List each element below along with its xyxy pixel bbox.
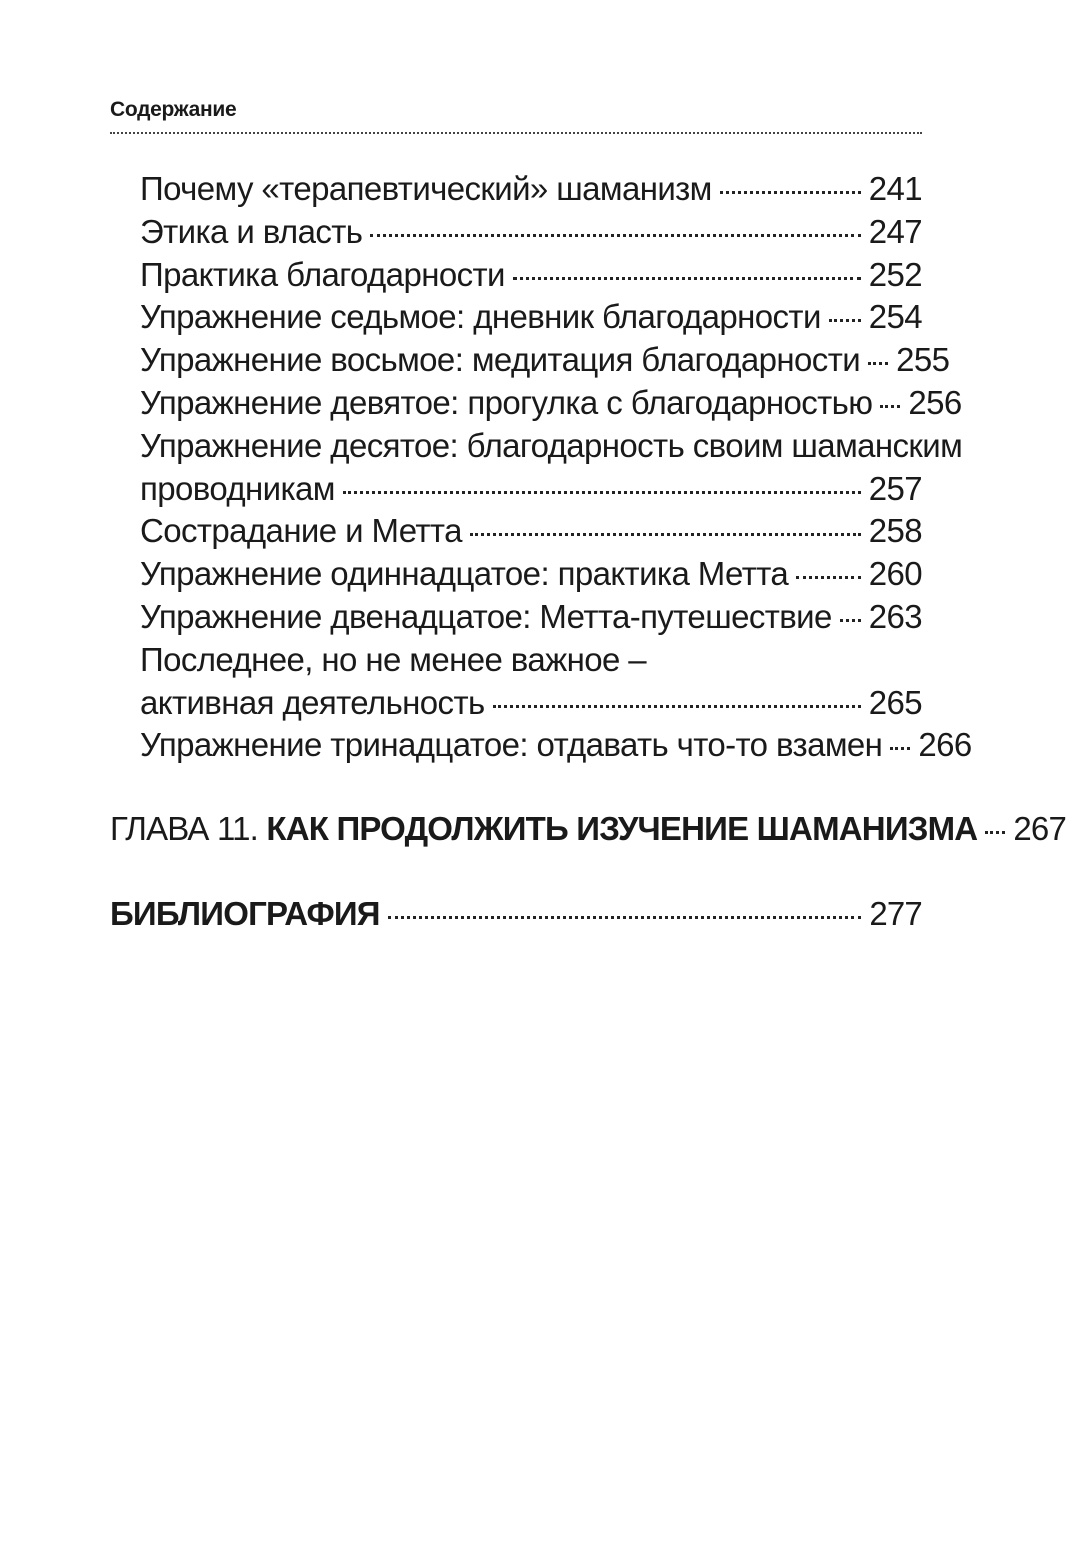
toc-entry-title: Упражнение тринадцатое: отдавать что-то взамен (140, 726, 883, 764)
toc-entry-page: 255 (896, 341, 950, 379)
toc-entry-title: Упражнение двенадцатое: Метта-путешествие (140, 597, 832, 635)
toc-entry-title-line1: Упражнение десятое: благодарность своим шаманским (140, 426, 963, 464)
toc-entry-title: Упражнение восьмое: медитация благодарности (140, 341, 861, 379)
toc-entry (140, 339, 950, 382)
dot-leader (796, 576, 861, 579)
toc-entry-title: Упражнение седьмое: дневник благодарности (140, 298, 821, 336)
header-dotted-rule (110, 132, 922, 134)
toc-entry (140, 468, 922, 511)
toc-entry-page: 257 (868, 469, 922, 507)
toc-chapter (110, 808, 1066, 851)
toc-entry (140, 382, 962, 425)
toc-entry-page: 260 (868, 555, 922, 593)
toc-chapter-page: 267 (1013, 810, 1066, 847)
toc-entry-title: Упражнение одиннадцатое: практика Метта (140, 555, 789, 593)
dot-leader (890, 747, 910, 750)
dot-leader (829, 319, 861, 322)
toc-entry (140, 682, 922, 725)
toc-entry-page: 256 (908, 383, 962, 421)
toc-entry-page: 254 (868, 298, 922, 336)
toc-entry-page: 258 (868, 512, 922, 550)
toc-entry-title: Этика и власть (140, 212, 363, 250)
toc-entry-title: Упражнение девятое: прогулка с благодарностью (140, 383, 873, 421)
toc-entry-page: 252 (868, 255, 922, 293)
dot-leader (720, 191, 861, 194)
toc-entry-title-line1: Последнее, но не менее важное – (140, 640, 647, 678)
toc-bibliography (110, 893, 922, 936)
dot-leader (388, 916, 862, 919)
dot-leader (513, 277, 861, 280)
toc-entry-page: 265 (868, 683, 922, 721)
toc-entry (140, 211, 922, 254)
dot-leader (493, 705, 861, 708)
dot-leader (370, 234, 860, 237)
toc-entry-page: 241 (868, 170, 922, 207)
toc-entry-page: 266 (918, 726, 972, 764)
toc-entry-title: Почему «терапевтический» шаманизм (140, 170, 712, 207)
toc-entry (140, 254, 922, 297)
dot-leader (840, 619, 861, 622)
chapter-title: КАК ПРОДОЛЖИТЬ ИЗУЧЕНИЕ ШАМАНИЗМА (266, 810, 978, 847)
dot-leader (880, 405, 900, 408)
toc-entry-page: 263 (868, 597, 922, 635)
toc-chapter-entry (110, 808, 1066, 851)
toc-entry-title-line2: проводникам (140, 469, 335, 507)
toc-chapter-title (110, 808, 977, 851)
toc-entry (140, 296, 922, 339)
bibliography-title: БИБЛИОГРАФИЯ (110, 895, 380, 932)
toc-bibliography-entry (110, 893, 922, 936)
toc-entry-page: 247 (868, 212, 922, 250)
toc-entry (140, 724, 972, 767)
dot-leader (470, 533, 861, 536)
bibliography-page: 277 (869, 895, 922, 932)
dot-leader (343, 491, 861, 494)
dot-leader (985, 831, 1005, 834)
chapter-prefix: ГЛАВА 11. (110, 810, 267, 847)
toc-entry-title-line2: активная деятельность (140, 683, 485, 721)
running-head: Содержание (110, 98, 237, 121)
toc-entry-title: Сострадание и Метта (140, 512, 462, 550)
toc-entry-title: Практика благодарности (140, 255, 505, 293)
dot-leader (868, 362, 888, 365)
toc-entry (140, 596, 922, 639)
toc-entry (140, 168, 922, 211)
toc-subentries (140, 168, 972, 767)
toc-entry (140, 510, 922, 553)
toc-entry (140, 553, 922, 596)
